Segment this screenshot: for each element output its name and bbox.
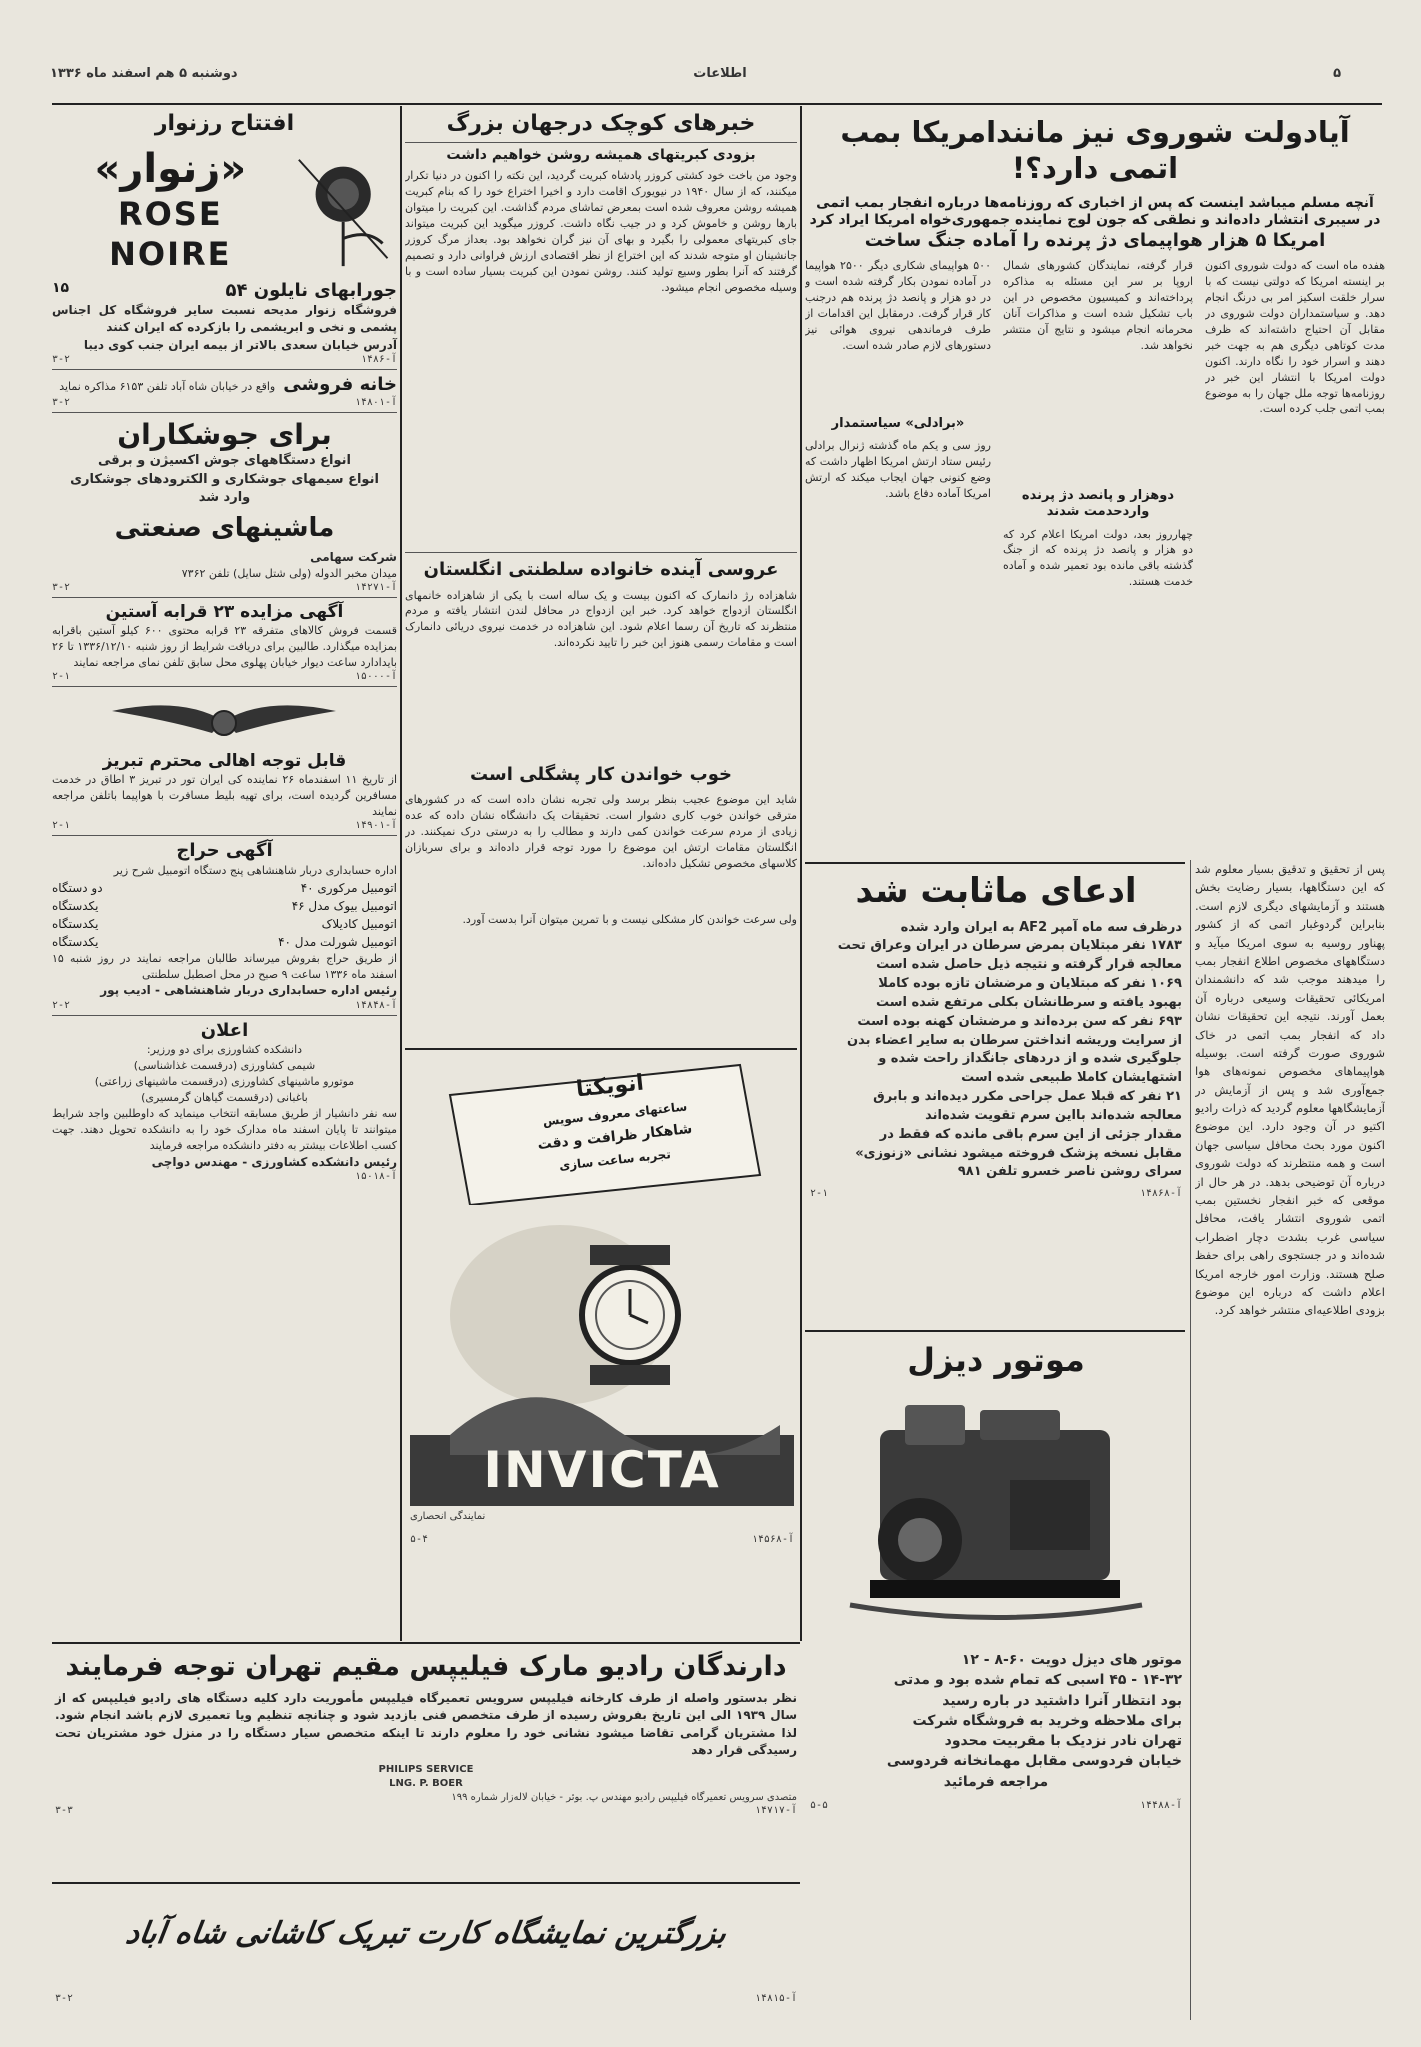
right-subhead-1: آنچه مسلم میباشد اینست که پس از اخباری که روزنامه‌ها درباره انفجار بمب اتمی <box>816 194 1374 211</box>
ad1-addr: آدرس خیابان سعدی بالاتر از بیمه ایران جنب کوی دیبا <box>83 337 397 352</box>
ad-daei-line-3: معالجه قرار گرفته و نتیجه ذیل حاصل شده است <box>876 957 1182 973</box>
right-headline: آیادولت شوروی نیز مانندامریکا بمب اتمی دارد؟! <box>840 115 1350 186</box>
ad-daei <box>810 870 1182 1320</box>
ad3-line-1: انواع دستگاههای جوش اکسیژن و برقی <box>98 452 351 468</box>
masthead-rule <box>52 103 1382 105</box>
ad4-ratio: ۲-۱ <box>52 671 71 683</box>
ad1-logo-fa: «زنوار» <box>94 145 247 192</box>
right-long-divider <box>1190 860 1191 2020</box>
ad-diesel <box>810 1340 1182 2030</box>
ad1-code: آ-۱۴۸۶ <box>360 354 397 366</box>
ad-diesel-line-3: بود انتظار آنرا داشتید در باره رسید <box>942 1692 1182 1709</box>
ad6-sign: رئیس اداره حسابداری دربار شاهنشاهی - ادیب پور <box>100 983 397 998</box>
right-article-col-c: ۵۰۰ هواپیمای شکاری دیگر ۲۵۰۰ هواپیما در آماده نمودن بکار گرفته شده است و در دو هزار و پانصد دژ پرنده هم درجنب کار قرار گرفت. درمقابل این اقدامات از طرف فرماندهی نیروی هوائی نیز دستورهای لازم صادر شده است. <box>805 259 991 352</box>
ad-diesel-code: آ-۱۴۴۸۸ <box>1139 1800 1182 1812</box>
right-sub1-title: «برادلی» سیاستمدار <box>831 416 965 431</box>
ad-diesel-line-6: خیابان فردوسی مقابل مهمانخانه فردوسی <box>886 1753 1182 1770</box>
ad-diesel-ratio: ۵-۵ <box>810 1800 829 1812</box>
ad2-title: خانه فروشی <box>283 374 397 396</box>
ad2-ratio: ۳-۲ <box>52 396 71 408</box>
wings-logo-icon <box>52 691 397 751</box>
invicta-card-title: انویکتا <box>574 1070 646 1103</box>
ad-daei-line-13: مقابل نسخه پزشک فروخته میشود نشانی «زنوزی» <box>855 1145 1182 1161</box>
invicta-brand-text: INVICTA <box>410 1435 794 1506</box>
ad-philips-engineer: LNG. P. BOER <box>389 1778 463 1790</box>
daei-top-rule <box>805 862 1185 864</box>
ad1-line1: جورابهای نایلون ۵۴ <box>225 279 397 301</box>
ad-daei-line-1: درظرف سه ماه آمپر AF2 به ایران وارد شده <box>900 919 1182 935</box>
ad1-title: افتتاح رزنوار <box>154 111 295 136</box>
art3-foot: ولی سرعت خواندن کار مشکلی نیست و با تمرین میتوان آنرا بدست آورد. <box>462 913 797 926</box>
ad-daei-line-10: ۲۱ نفر که قبلا عمل جراحی مکرر دیده‌اند و بابرق <box>873 1089 1182 1105</box>
art1-text: وجود من باخت خود کشتی کروزر پادشاه کبریت گردید، این نکته را اکنون در دنیا تکرار میکنند، که از سال ۱۹۴۰ در نیویورک اقامت دارد و اخیرا اختراع خود را که بنام کبریت همیشه روشن معروف شده است بمعرض تماشای مردم گذاشت. این کبریت را میتوان بارها روشن و خاموش کرد و در جیب نگاه داشت. کروزر میگوید این کبریت میتواند جای کبریتهای معمولی را بگیرد و بهای آن نیز گران نخواهد بود. بعداز مرگ کروزر جانشینان او متوجه شدند که این اختراع از نظر اقتصادی ارزش فراوانی دارد و تصمیم گرفتند که آنرا بطور وسیع تولید کنند. روشن نمودن این کبریت بسیار ساده است و با وسیله مخصوص انجام میشود. <box>405 169 797 294</box>
ad3-code: آ-۱۴۲۷۱ <box>354 582 397 594</box>
column-divider-left <box>400 106 402 1641</box>
right-article-col-a: هفده ماه است که دولت شوروی اکنون بر اینسته امریکا که دولتی نیست که با سرار خلقت اسکیز امر بی درنگ انجام دهد. و سیاستمداران دولت شوروی در مقابل آن احتیاج داشته‌اند که ظرف مدت کوتاهی دیگری هم به جهت خبر دهند و اسرار خود را نگاه دارند. اکنون دولت امریکا با انتشار این خبر در روزنامه‌ها توجه ملل جهان را به موضوع بمب اتمی جلب کرده است. <box>1205 259 1385 416</box>
ad5-text: از تاریخ ۱۱ اسفندماه ۲۶ نماینده کی ایران تور در تبریز ۳ اطاق در خدمت مسافرین گردیده است، برای تهیه بلیط مسافرت با هواپیما باتلفن مراجعه نمایند <box>52 773 398 819</box>
right-subhead-3: امریکا ۵ هزار هواپیمای دژ پرنده را آماده جنگ ساخت <box>864 229 1326 251</box>
ad-philips-code: آ-۱۴۷۱۷ <box>754 1805 797 1817</box>
ad1-logo-en: ROSE NOIRE <box>109 194 232 273</box>
footer-top-rule <box>52 1882 800 1884</box>
list-item: اتومبیل شورلت مدل ۴۰ یکدستگاه <box>52 934 397 949</box>
ad1-text: فروشگاه زنوار مدیحه نسبت سایر فروشگاه کل اجناس پشمی و نخی و ابریشمی را بازکرده که ایران کنند <box>52 303 397 335</box>
invicta-ratio: ۵-۴ <box>410 1533 429 1545</box>
ad2-code: آ-۱۴۸۰۱ <box>354 396 397 408</box>
invicta-code: آ-۱۴۵۶۸ <box>751 1533 794 1545</box>
ad-philips-text: نظر بدستور واصله از طرف کارخانه فیلیپس سرویس تعمیرگاه فیلیپس مأموریت دارد کلیه دستگاه های رادیو فیلیپس که از سال ۱۹۳۹ الی این تاریخ بفروش رسیده از طرف متخصص فنی بازدید شود و چنانچه تنظیم ویا تعمیری لازم باشد انجام شود. لذا مشتریان گرامی تقاضا میشود نشانی خود را معلوم دارند تا اینکه متخصص سیار دستگاه را در منزل خود مشتریان تحت رسیدگی قرار دهد <box>55 1690 797 1757</box>
right-sub2-text: چهارروز بعد، دولت امریکا اعلام کرد که دو هزار و پانصد دژ پرنده که از جنگ گذشته باقی مانده بود تعمیر شده و آماده خدمت هستند. <box>1003 527 1193 589</box>
column-divider-right <box>800 106 802 1641</box>
invicta-watch-illustration <box>410 1205 794 1455</box>
ad-daei-line-8: جلوگیری شده و از دردهای جانگداز راحت شده و <box>878 1051 1182 1067</box>
ad3-sub: ماشینهای صنعتی <box>114 513 335 544</box>
ad-daei-line-6: ۶۹۳ نفر که سن برده‌اند و مرضشان کهنه بوده است <box>857 1013 1182 1029</box>
right-article-col-b: قرار گرفته، نمایندگان کشورهای شمال اروپا بر سر این مسئله به مذاکره پرداخته‌اند و کمیسیون مخصوص در این باب تشکیل شده است و مذاکرات آنان محرمانه انجام میشود و نتایج آن منتشر نخواهد شد. <box>1003 259 1193 352</box>
ad3-line-2: انواع سیمهای جوشکاری و الکترودهای جوشکاری <box>70 471 379 487</box>
right-sub1-text: روز سی و یکم ماه گذشته ژنرال برادلی رئیس ستاد ارتش امریکا اظهار داشت که وضع کنونی جهان ایجاب میکند که ارتش امریکا آماده دفاع باشد. <box>805 439 991 501</box>
ad-diesel-headline: موتور دیزل <box>907 1341 1085 1379</box>
ad6-title: آگهی حراج <box>176 840 273 862</box>
ad7-line-3: موتورو ماشینهای کشاورزی (درقسمت ماشینهای زراعتی) <box>94 1075 355 1089</box>
invicta-card-line1: ساعتهای معروف سویس <box>542 1099 688 1129</box>
philips-top-rule <box>52 1642 800 1644</box>
ad6-items-list <box>52 879 397 951</box>
ad-footer-code: آ-۱۴۸۱۵ <box>754 1992 797 2004</box>
ad-daei-line-14: سرای روشن ناصر خسرو تلفن ۹۸۱ <box>957 1164 1182 1180</box>
ad-daei-line-7: از سرایت وریشه انداختن سرطان به سایر اعضاء بدن <box>846 1032 1182 1048</box>
ad6-intro: اداره حسابداری دربار شاهنشاهی پنج دستگاه اتومبیل شرح زیر <box>113 863 397 877</box>
invicta-top-rule <box>405 1048 797 1050</box>
masthead-paper-name: اطلاعات <box>693 66 747 81</box>
ad7-line-2: شیمی کشاورزی (درقسمت غذاشناسی) <box>133 1059 316 1073</box>
diesel-engine-illustration <box>810 1390 1182 1640</box>
ad-footer-ratio: ۳-۲ <box>55 1992 74 2004</box>
ad-daei-code: آ-۱۴۸۶۸ <box>1139 1188 1182 1200</box>
list-item: اتومبیل بیوک مدل ۴۶ یکدستگاه <box>52 898 397 913</box>
ad7-line-1: دانشکده کشاورزی برای دو ورزیر: <box>146 1043 303 1057</box>
invicta-card-line2: شاهکار ظرافت و دقت <box>536 1120 694 1154</box>
ad-diesel-line-4: برای ملاحظه وخرید به فروشگاه شرکت <box>912 1712 1182 1729</box>
ad-daei-ratio: ۲-۱ <box>810 1188 829 1200</box>
ad-diesel-line-2: ۱۴-۳۲ - ۴۵ اسبی که تمام شده بود و مدتی <box>893 1672 1182 1689</box>
masthead-date: دوشنبه ۵ هم اسفند ماه ۱۳۳۶ <box>50 66 238 81</box>
ad-daei-line-4: ۱۰۶۹ نفر که مبتلایان و مرضشان تازه بوده کاملا <box>878 976 1182 992</box>
ad7-text: سه نفر دانشیار از طریق مسابقه انتخاب مینماید که داوطلبین واجد شرایط میتوانند تا پایان اسفند ماه مدارک خود را به دانشکده تحویل دهند. جهت کسب اطلاعات بیشتر به دفتر دانشکده مراجعه فرمایند <box>52 1107 397 1152</box>
ad3-title: برای جوشکاران <box>117 417 332 451</box>
ad-invicta <box>410 1055 794 1655</box>
art3-title: خوب خواندن کار پشگلی است <box>470 763 732 785</box>
art2-title: عروسی آینده خانواده سلطنتی انگلستان <box>423 559 779 580</box>
ad-philips-headline: دارندگان رادیو مارک فیلیپس مقیم تهران توجه فرمایند <box>65 1651 787 1682</box>
diesel-top-rule <box>805 1330 1185 1332</box>
ad-daei-line-12: مقدار جزئی از این سرم باقی مانده که فقط در <box>879 1126 1182 1142</box>
ad3-addr: میدان مخبر الدوله (ولی شتل سایل) تلفن ۷۳۶۲ <box>181 567 397 581</box>
ad-philips-addr: متصدی سرویس تعمیرگاه فیلیپس رادیو مهندس پ. بوئر - خیابان لاله‌زار شماره ۱۹۹ <box>451 1792 797 1804</box>
ad-daei-headline: ادعای ماثابت شد <box>855 871 1137 911</box>
ad3-line-3: وارد شد <box>198 490 251 506</box>
list-item: اتومبیل مرکوری ۴۰ دو دستگاه <box>52 880 397 895</box>
ad3-company: شرکت سهامی <box>310 549 397 564</box>
ad-philips-service: PHILIPS SERVICE <box>378 1764 474 1776</box>
ad-diesel-line-1: موتور های دیزل دویت ۶۰-۸ - ۱۲ <box>961 1652 1182 1668</box>
ad-philips-ratio: ۳-۳ <box>55 1805 74 1817</box>
ad1-ratio: ۳-۲ <box>52 354 71 366</box>
middle-section-title: خبرهای کوچک درجهان بزرگ <box>446 111 756 136</box>
ad7-sign: رئیس دانشکده کشاورزی - مهندس دواچی <box>151 1154 397 1169</box>
ad-footer-text: بزرگترین نمایشگاه کارت تبریک کاشانی شاه آباد <box>123 1916 729 1951</box>
ad-daei-line-2: ۱۷۸۳ نفر مبتلایان بمرض سرطان در ایران وعراق تحت <box>837 938 1182 954</box>
ad4-code: آ-۱۵۰۰۰ <box>354 671 397 683</box>
masthead-page-number: ۵ <box>1333 66 1341 81</box>
ad5-title: قابل توجه اهالی محترم تبریز <box>102 751 347 772</box>
right-news-section <box>805 110 1385 855</box>
ad-daei-line-9: اشتهایشان کاملا طبیعی شده است <box>961 1070 1182 1086</box>
ad-diesel-line-7: مراجعه فرمائید <box>943 1773 1049 1790</box>
ad6-text: از طریق حراج بفروش میرساند طالبان مراجعه نمایند در روز شنبه ۱۵ اسفند ماه ۱۳۳۶ ساعت ۹ صبح در محل اصطبل سلطنتی <box>52 951 397 981</box>
rose-icon <box>289 149 397 269</box>
ad5-ratio: ۲-۱ <box>52 820 71 832</box>
right-long-text: پس از تحقیق و تدقیق بسیار معلوم شد که این دستگاهها، بسیار رضایت بخش هستند و آزمایشهای دیگری لازم است. بنابراین گردوغبار اتمی که از کشور پهناور روسیه به سوی امریکا میآید و دستگاههای مخصوص اطلاع انفجار بمب را میدهند موجب شد که دانشمندان امریکائی تحقیقات وسیعی درباره آن بعمل آورند. نتیجه این تحقیقات نشان داد که انفجار بمب اتمی در خاک شوروی صورت گرفته است. بوسیله هواپیماهای مخصوص نمونه‌های هوا جمع‌آوری شد و پس از آزمایش در آزمایشگاهها معلوم گردید که ذرات رادیو اکتیو در آن وجود دارد. این موضوع اکنون مورد بحث محافل سیاسی جهان است و همه منتظرند که دولت شوروی درباره آن توضیحی بدهد. در هر حال از موقعی که خبر انفجار نخستین بمب اتمی شوروی انتشار یافت، محافل سیاسی غرب بشدت دچار اضطراب شده‌اند و در جستجوی راهی برای حفظ صلح هستند. وزارت امور خارجه امریکا اعلام داشت که درباره این موضوع بزودی اطلاعیه‌ای منتشر خواهد کرد. <box>1195 862 1385 1318</box>
right-subhead-2: در سیبری انتشار داده‌اند و نطقی که جون لوج نماینده جمهوری‌خواه امریکا ایراد کرد <box>809 212 1381 228</box>
ad4-title: آگهی مزایده ۲۳ قرابه آستین <box>105 602 344 623</box>
invicta-card-line3: تجربه ساعت سازی <box>558 1147 672 1173</box>
ad3-ratio: ۳-۲ <box>52 582 71 594</box>
ad5-code: آ-۱۴۹۰۱ <box>354 820 397 832</box>
ad7-line-4: باغبانی (درقسمت گیاهان گرمسیری) <box>141 1091 308 1105</box>
art1-title: بزودی کبریتهای همیشه روشن خواهیم داشت <box>446 146 756 163</box>
ad-philips <box>55 1650 797 1875</box>
middle-news-section <box>405 110 797 1040</box>
ad4-text: قسمت فروش کالاهای متفرقه ۲۳ قرابه محتوی ۶۰۰ کیلو آستین باقرابه بمزایده میگذارد. طالبین برای دریافت شرایط از روز شنبه ۱۳۳۶/۱۲/۱۰ تا ۲۶ بایدادارد ساعت دیوار خیابان پهلوی محل سابق تلفن نمای مراجعه نمایند <box>52 624 398 670</box>
list-item: اتومبیل کادیلاک یکدستگاه <box>52 916 397 931</box>
ad6-code: آ-۱۴۸۴۸ <box>354 999 397 1011</box>
ad7-title: اعلان <box>200 1019 249 1041</box>
ad2-text: واقع در خیابان شاه آباد تلفن ۶۱۵۳ مذاکره نماید <box>59 380 276 394</box>
art2-text: شاهزاده رژ دانمارک که اکنون بیست و یک ساله است با یکی از شاهزاده خانمهای انگلستان ازدواج خواهد کرد. خبر این ازدواج در محافل لندن انتشار یافته و مردم منتظرند که تاریخ آن رسما اعلام شود. این شاهزاده در خدمت نیروی دریائی دانمارک است و مقامات رسمی هنوز این خبر را تایید نکرده‌اند. <box>405 588 797 650</box>
right-sub2-title: دوهزار و پانصد دژ پرنده واردحدمت شدند <box>1021 488 1175 520</box>
ad6-ratio: ۲-۲ <box>52 999 71 1011</box>
invicta-sign: نمایندگی انحصاری <box>410 1510 486 1522</box>
ad-daei-line-5: بهبود یافته و سرطانشان بکلی مرتفع شده است <box>875 994 1182 1010</box>
left-ads-section <box>52 110 397 1640</box>
ad-footer <box>55 1895 797 2035</box>
ad7-code: آ-۱۵۰۱۸ <box>354 1171 397 1183</box>
ad-daei-line-11: معالجه شده‌اند بااین سرم تقویت شده‌اند <box>925 1107 1182 1123</box>
ad1-line1-num: ۱۵ <box>52 279 70 296</box>
ad-diesel-line-5: تهران نادر نزدیک با مقربیت محدود <box>944 1733 1182 1750</box>
art3-text: شاید این موضوع عجیب بنظر برسد ولی تجربه نشان داده است که در کشورهای مترقی خواندن خوب کاری دشوار است. تحقیقات یک دانشگاه نشان داده که عده زیادی از مردم سرعت خواندن کمی دارند و مطالب را به درستی درک نمیکنند. در انگلستان مقامات ارتش این موضوع را مورد توجه قرار داده‌اند و برای سربازان کلاسهای مخصوص تشکیل داده‌اند. <box>405 793 797 870</box>
